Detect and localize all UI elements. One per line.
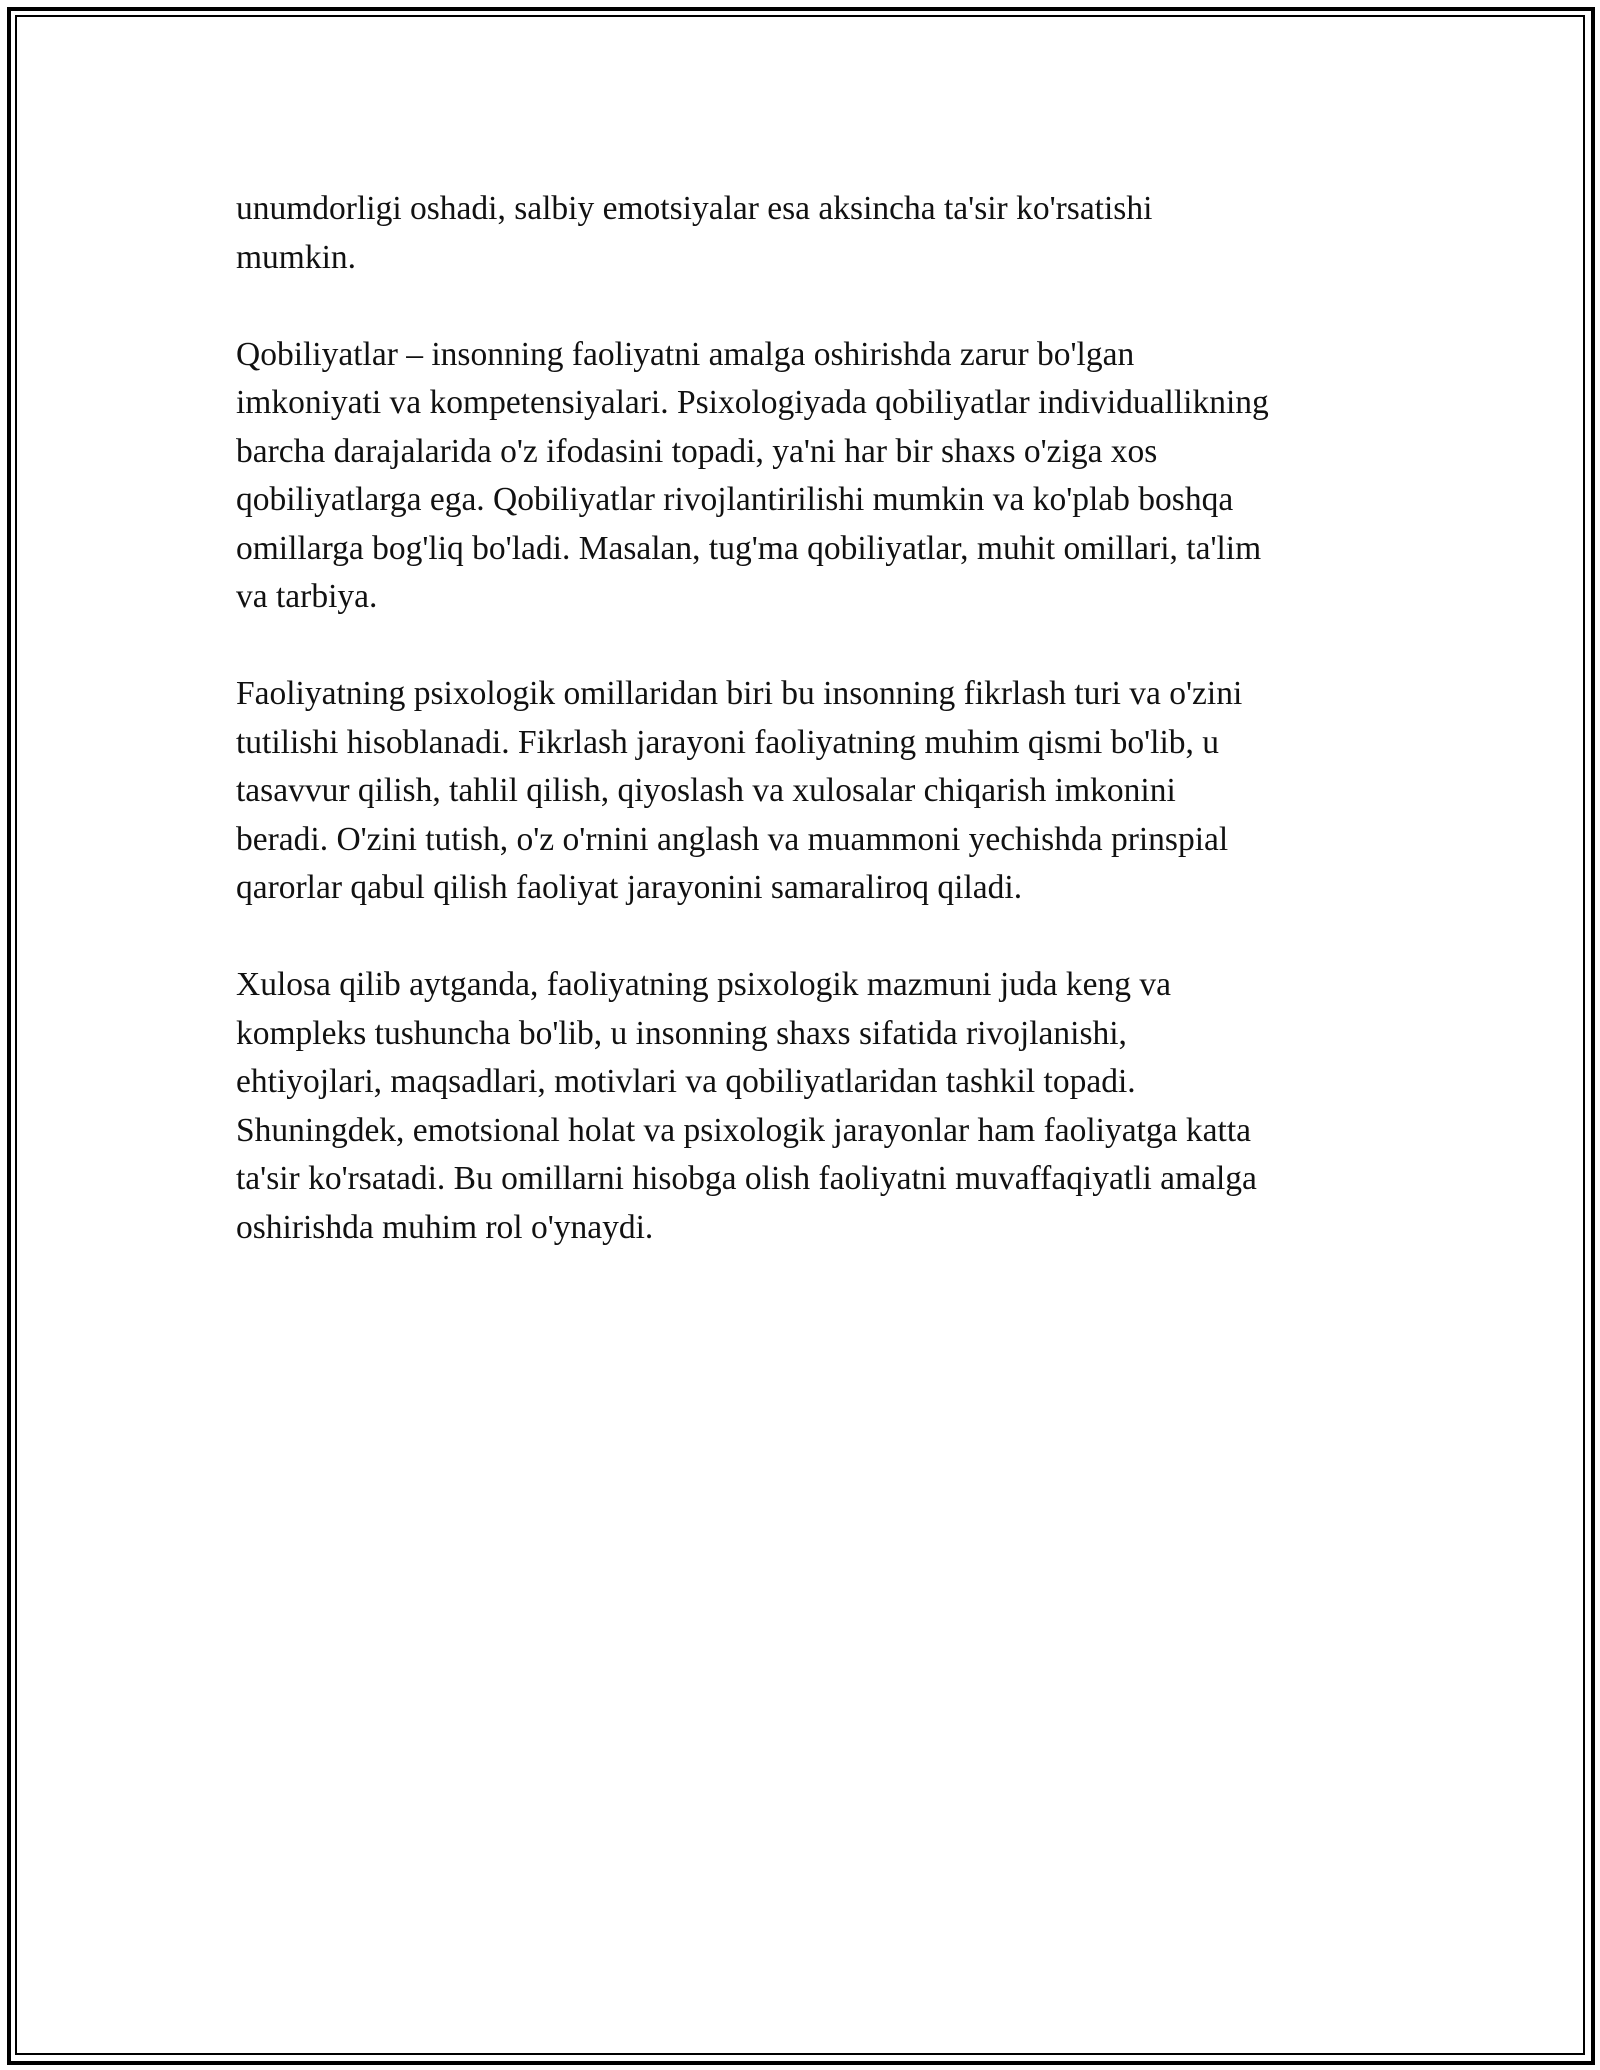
- paragraph-4: Xulosa qilib aytganda, faoliyatning psixologik mazmuni juda keng va kompleks tushuncha bo'lib, u insonning shaxs sifatida rivojlanishi, ehtiyojlari, maqsadlari, motivlari va qobiliyatlaridan tashkil topadi. Shuningdek, emotsional holat va psixologik jarayonlar ham faoliyatga katta ta'sir ko'rsatadi. Bu omillarni hisobga olish faoliyatni muvaffaqiyatli amalga oshirishda muhim rol o'ynaydi.: [236, 966, 1257, 1246]
- paragraph-1: unumdorligi oshadi, salbiy emotsiyalar esa aksincha ta'sir ko'rsatishi mumkin.: [236, 190, 1153, 276]
- paragraph-3: Faoliyatning psixologik omillaridan biri bu insonning fikrlash turi va o'zini tutilishi hisoblanadi. Fikrlash jarayoni faoliyatning muhim qismi bo'lib, u tasavvur qilish, tahlil qilish, qiyoslash va xulosalar chiqarish imkonini beradi. O'zini tutish, o'z o'rnini anglash va muammoni yechishda prinspial qarorlar qabul qilish faoliyat jarayonini samaraliroq qiladi.: [236, 675, 1243, 906]
- document-body: [236, 185, 1386, 1301]
- paragraph-2: Qobiliyatlar – insonning faoliyatni amalga oshirishda zarur bo'lgan imkoniyati va kompetensiyalari. Psixologiyada qobiliyatlar individuallikning barcha darajalarida o'z ifodasini topadi, ya'ni har bir shaxs o'ziga xos qobiliyatlarga ega. Qobiliyatlar rivojlantirilishi mumkin va ko'plab boshqa omillarga bog'liq bo'ladi. Masalan, tug'ma qobiliyatlar, muhit omillari, ta'lim va tarbiya.: [236, 335, 1269, 615]
